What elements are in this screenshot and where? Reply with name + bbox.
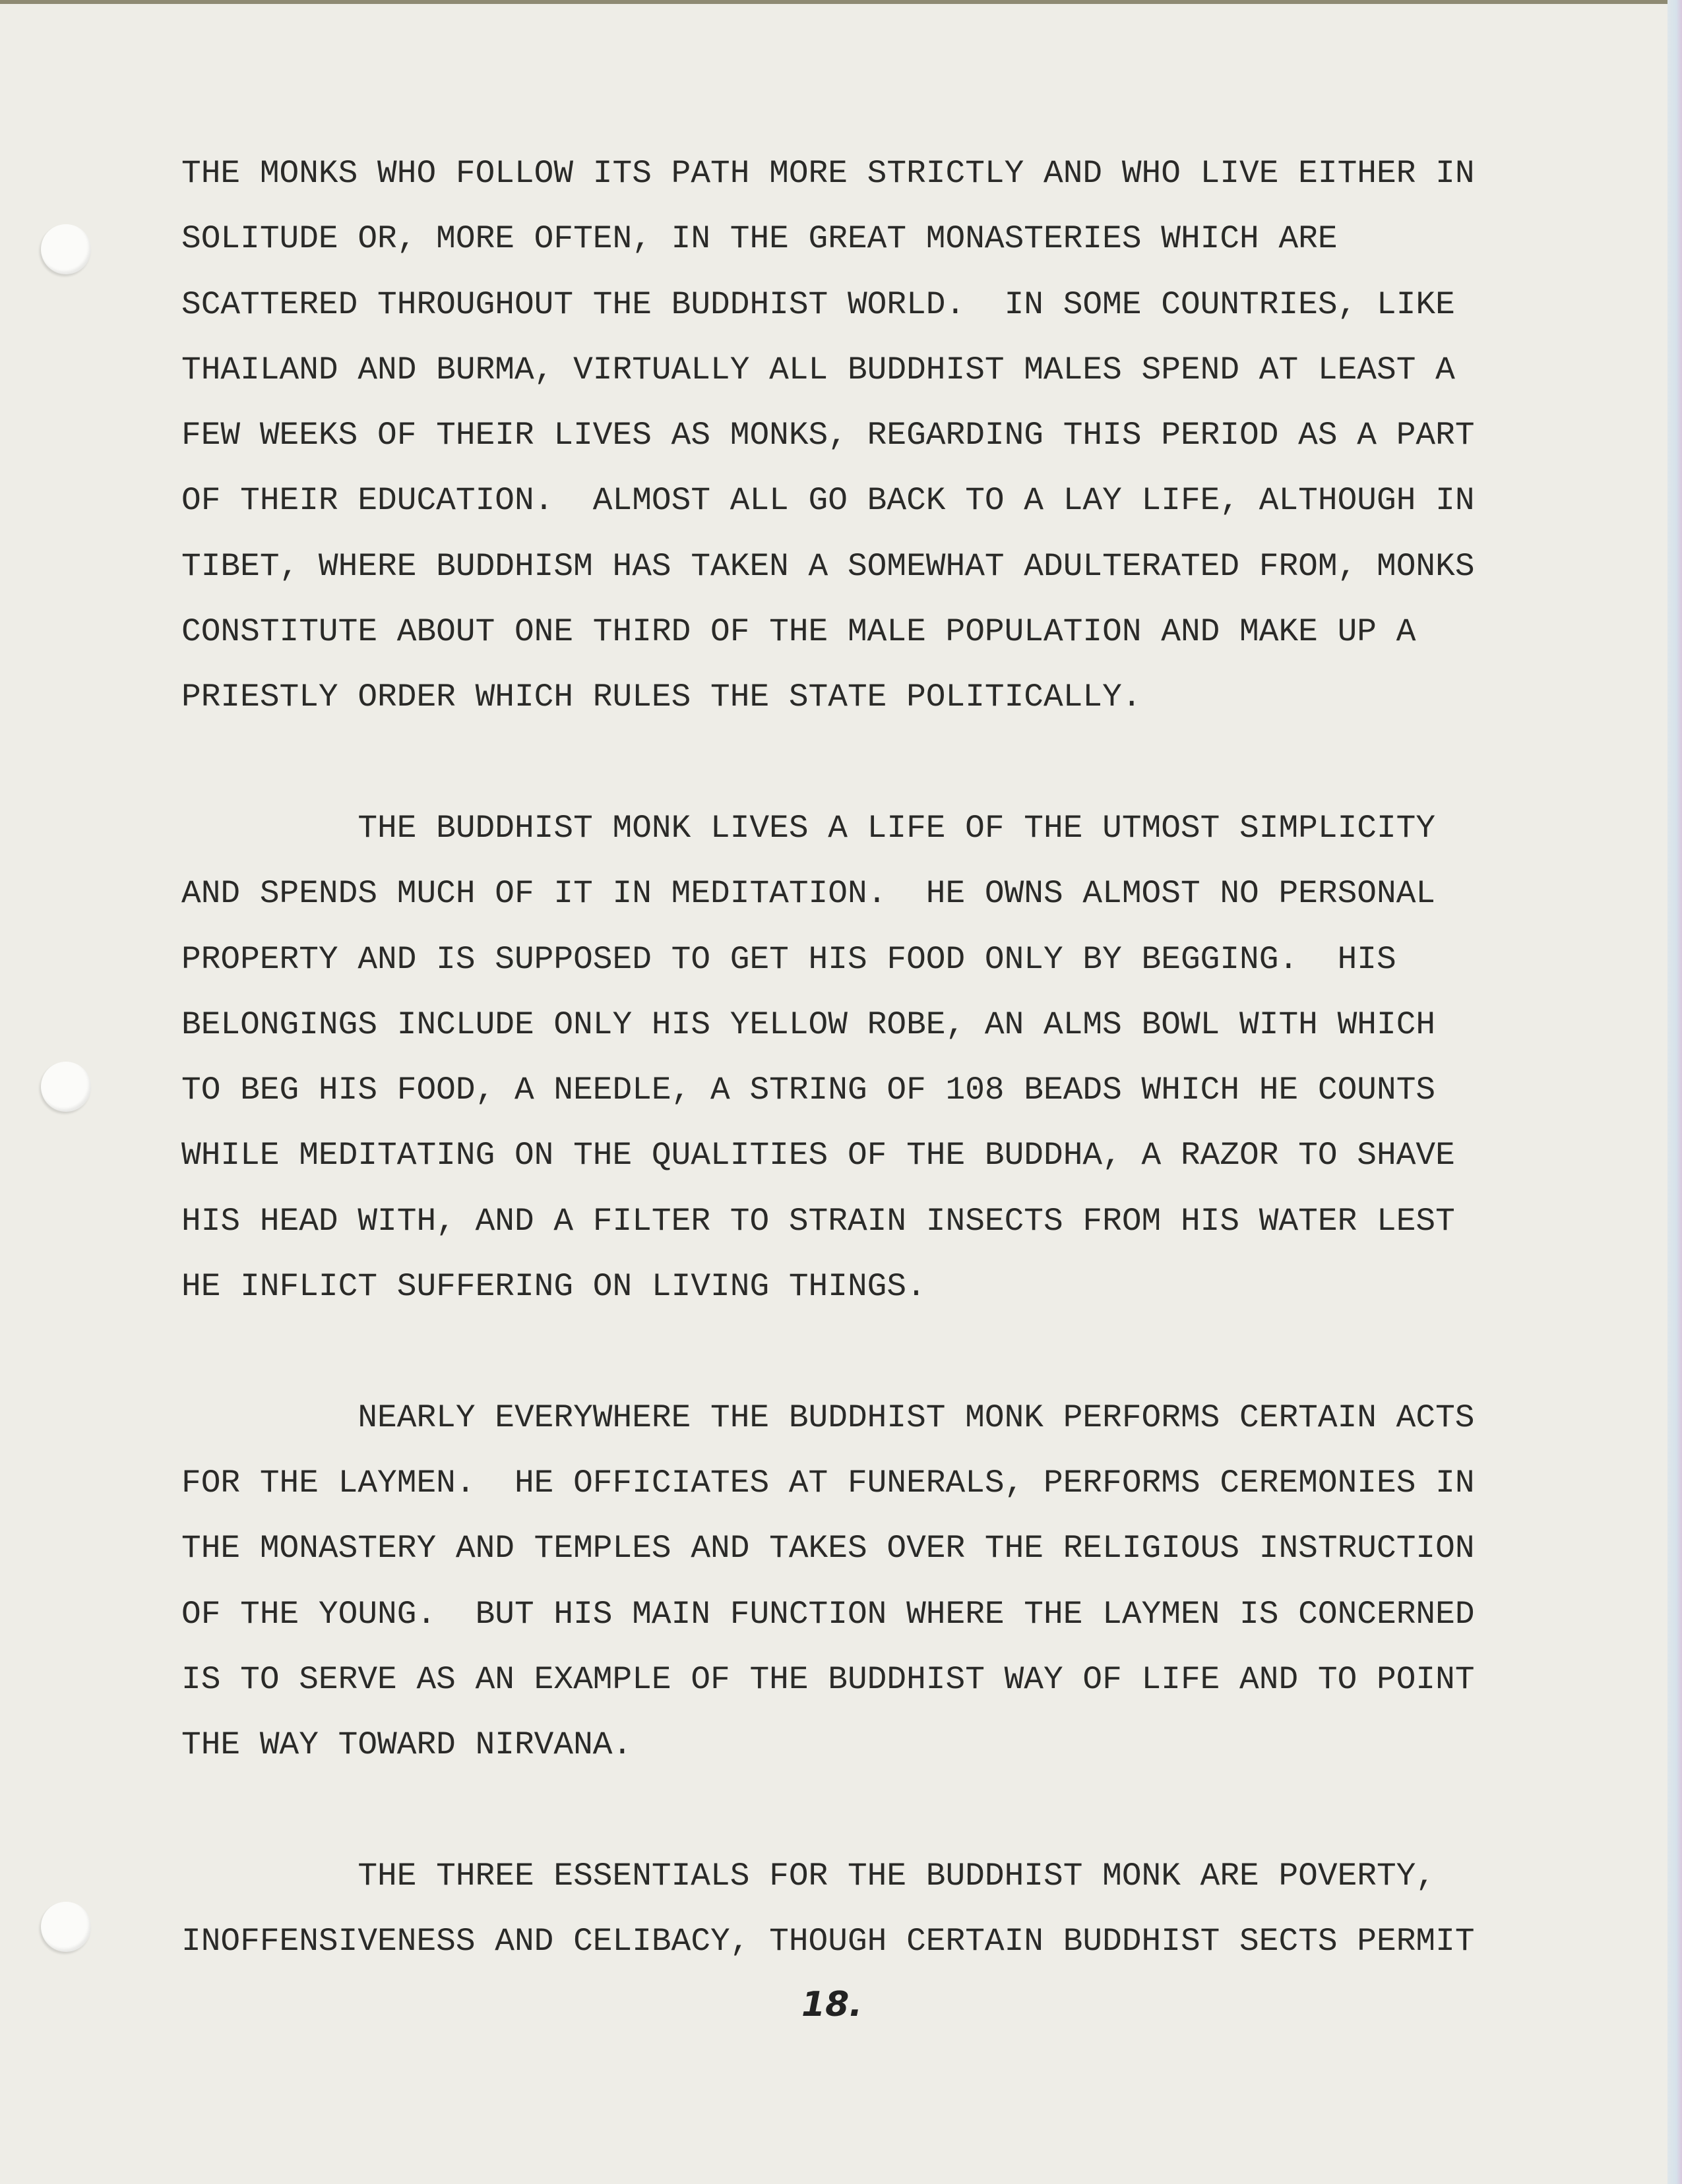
paragraph — [181, 1385, 1475, 1778]
text-line: SOLITUDE OR, MORE OFTEN, IN THE GREAT MONASTERIES WHICH ARE — [181, 220, 1338, 258]
scan-edge — [1667, 0, 1682, 2184]
text-line: FEW WEEKS OF THEIR LIVES AS MONKS, REGARDING THIS PERIOD AS A PART — [181, 417, 1475, 454]
paragraph — [181, 1844, 1475, 1975]
text-line: HE INFLICT SUFFERING ON LIVING THINGS. — [181, 1268, 926, 1306]
text-line: FOR THE LAYMEN. HE OFFICIATES AT FUNERALS, PERFORMS CEREMONIES IN — [181, 1464, 1475, 1502]
document-body — [181, 141, 1475, 1974]
text-line: PRIESTLY ORDER WHICH RULES THE STATE POLITICALLY. — [181, 679, 1142, 716]
paragraph-gap — [181, 1320, 1475, 1385]
text-line: PROPERTY AND IS SUPPOSED TO GET HIS FOOD ONLY BY BEGGING. HIS — [181, 940, 1396, 978]
text-line: CONSTITUTE ABOUT ONE THIRD OF THE MALE POPULATION AND MAKE UP A — [181, 613, 1416, 651]
text-line: WHILE MEDITATING ON THE QUALITIES OF THE BUDDHA, A RAZOR TO SHAVE — [181, 1137, 1455, 1174]
punch-hole-top — [41, 224, 91, 274]
text-line: INOFFENSIVENESS AND CELIBACY, THOUGH CERTAIN BUDDHIST SECTS PERMIT — [181, 1923, 1475, 1960]
text-line: THE BUDDHIST MONK LIVES A LIFE OF THE UTMOST SIMPLICITY — [358, 809, 1436, 847]
text-line: THE MONKS WHO FOLLOW ITS PATH MORE STRICTLY AND WHO LIVE EITHER IN — [181, 155, 1475, 192]
punch-hole-bottom — [41, 1902, 91, 1952]
text-line: TO BEG HIS FOOD, A NEEDLE, A STRING OF 108 BEADS WHICH HE COUNTS — [181, 1072, 1436, 1109]
text-line: IS TO SERVE AS AN EXAMPLE OF THE BUDDHIST WAY OF LIFE AND TO POINT — [181, 1660, 1475, 1698]
paragraph — [181, 796, 1475, 1320]
paragraph — [181, 141, 1475, 731]
page-number: 18. — [801, 1985, 863, 2024]
paragraph-gap — [181, 1778, 1475, 1843]
text-line: THE MONASTERY AND TEMPLES AND TAKES OVER THE RELIGIOUS INSTRUCTION — [181, 1530, 1475, 1567]
text-line: OF THEIR EDUCATION. ALMOST ALL GO BACK TO A LAY LIFE, ALTHOUGH IN — [181, 482, 1475, 520]
text-line: THE WAY TOWARD NIRVANA. — [181, 1726, 633, 1764]
text-line: TIBET, WHERE BUDDHISM HAS TAKEN A SOMEWHAT ADULTERATED FROM, MONKS — [181, 547, 1475, 585]
text-line: NEARLY EVERYWHERE THE BUDDHIST MONK PERFORMS CERTAIN ACTS — [358, 1399, 1475, 1436]
text-line: BELONGINGS INCLUDE ONLY HIS YELLOW ROBE, AN ALMS BOWL WITH WHICH — [181, 1006, 1436, 1043]
text-line: THAILAND AND BURMA, VIRTUALLY ALL BUDDHIST MALES SPEND AT LEAST A — [181, 351, 1455, 388]
text-line: HIS HEAD WITH, AND A FILTER TO STRAIN INSECTS FROM HIS WATER LEST — [181, 1202, 1455, 1240]
text-line: SCATTERED THROUGHOUT THE BUDDHIST WORLD. IN SOME COUNTRIES, LIKE — [181, 286, 1455, 323]
text-line: AND SPENDS MUCH OF IT IN MEDITATION. HE OWNS ALMOST NO PERSONAL — [181, 875, 1436, 913]
paragraph-gap — [181, 731, 1475, 796]
punch-hole-middle — [41, 1062, 91, 1112]
text-line: OF THE YOUNG. BUT HIS MAIN FUNCTION WHERE THE LAYMEN IS CONCERNED — [181, 1595, 1475, 1633]
text-line: THE THREE ESSENTIALS FOR THE BUDDHIST MONK ARE POVERTY, — [358, 1857, 1436, 1895]
